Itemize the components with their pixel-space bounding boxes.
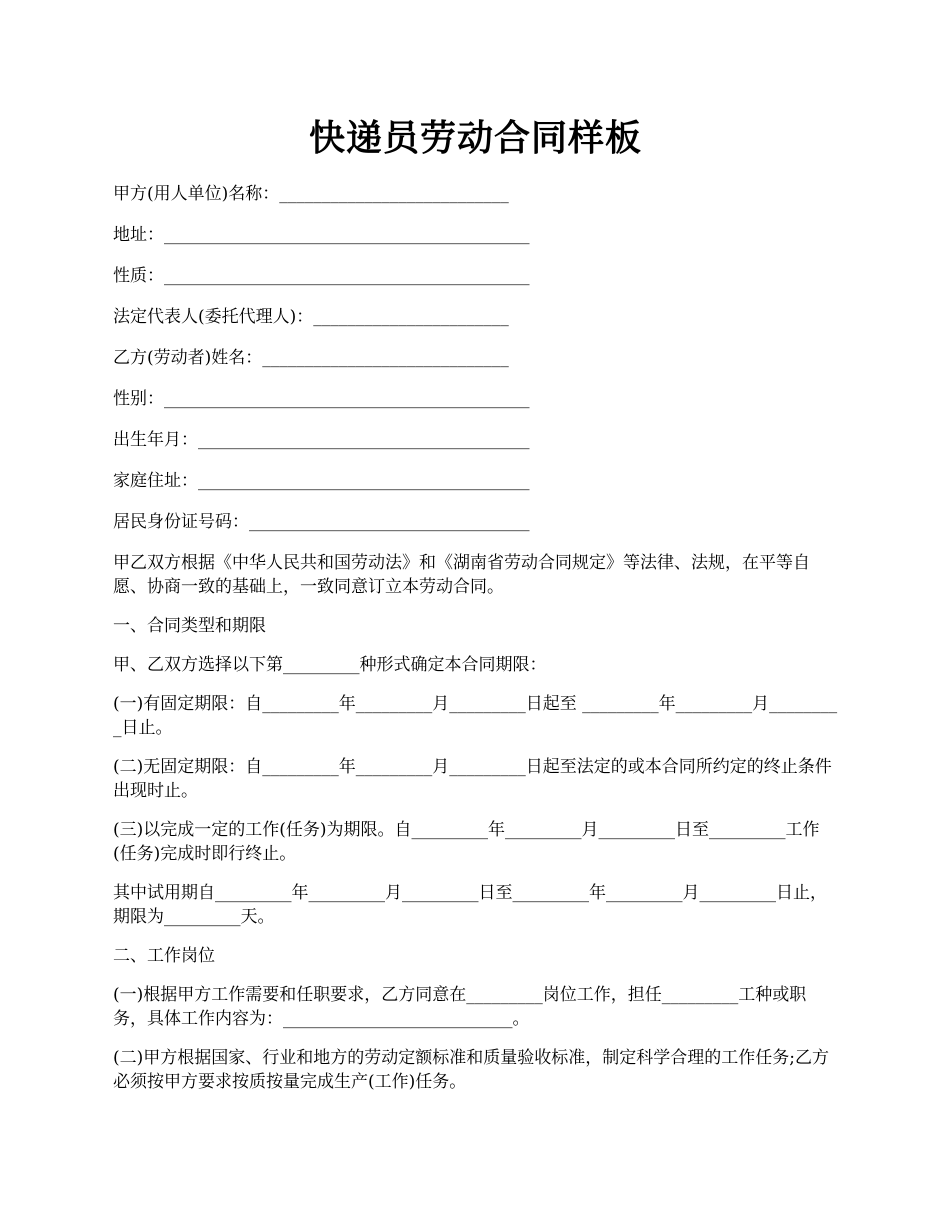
- employee-birth-field: 出生年月：_______________________________________: [113, 430, 530, 450]
- employer-nature-field: 性质：___________________________________________: [113, 266, 530, 286]
- open-term-paragraph: (二)无固定期限：自_________年_________月_________日起至法定的或本合同所约定的终止条件出现时止。: [113, 757, 832, 801]
- employee-home-address-field: 家庭住址：_______________________________________: [113, 471, 530, 491]
- contract-form-paragraph: 甲、乙双方选择以下第_________种形式确定本合同期限：: [113, 655, 547, 675]
- work-standard-paragraph: (二)甲方根据国家、行业和地方的劳动定额标准和质量验收标准，制定科学合理的工作任务;乙方必须按甲方要求按质按量完成生产(工作)任务。: [113, 1048, 829, 1092]
- probation-paragraph: 其中试用期自_________年_________月_________日至_________年_________月_________日止，期限为_________天。: [113, 883, 827, 927]
- job-position-paragraph: (一)根据甲方工作需要和任职要求，乙方同意在_________岗位工作，担任_________工种或职务，具体工作内容为：___________________________。: [113, 985, 807, 1029]
- legal-representative-field: 法定代表人(委托代理人)：_______________________: [113, 307, 509, 327]
- section-heading-job-position: 二、工作岗位: [113, 946, 215, 966]
- employee-gender-field: 性别：___________________________________________: [113, 389, 530, 409]
- document-body: [113, 182, 838, 1094]
- employer-name-field: 甲方(用人单位)名称：___________________________: [113, 184, 509, 204]
- fixed-term-paragraph: (一)有固定期限：自_________年_________月_________日起至 _________年_________月_________日止。: [113, 694, 838, 738]
- employee-name-field: 乙方(劳动者)姓名：_____________________________: [113, 348, 509, 368]
- employer-address-field: 地址：___________________________________________: [113, 225, 530, 245]
- preamble-paragraph: 甲乙双方根据《中华人民共和国劳动法》和《湖南省劳动合同规定》等法律、法规，在平等自愿、协商一致的基础上，一致同意订立本劳动合同。: [113, 553, 810, 597]
- section-heading-contract-type: 一、合同类型和期限: [113, 616, 266, 636]
- document-title: 快递员劳动合同样板: [308, 117, 642, 159]
- task-term-paragraph: (三)以完成一定的工作(任务)为期限。自_________年_________月_________日至_________工作(任务)完成时即行终止。: [113, 820, 820, 864]
- employee-id-number-field: 居民身份证号码：_________________________________: [113, 512, 530, 532]
